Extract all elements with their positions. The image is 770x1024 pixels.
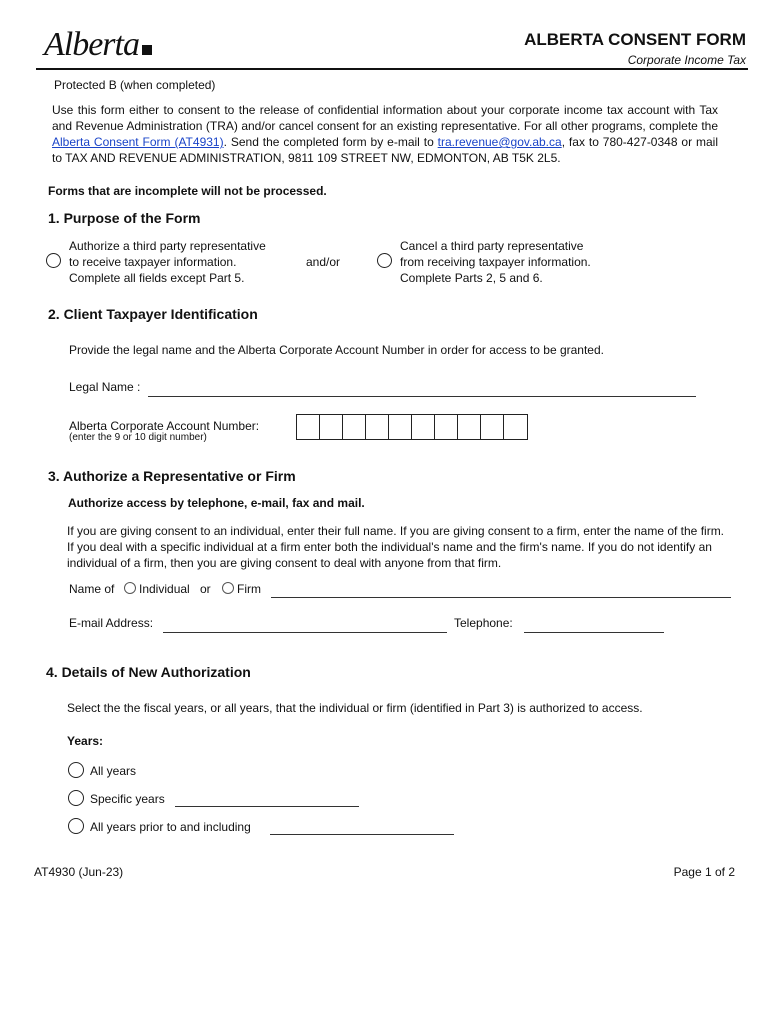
legal-name-label: Legal Name : (69, 380, 141, 394)
form-title: ALBERTA CONSENT FORM (524, 30, 746, 49)
section3-subtitle: Authorize access by telephone, e-mail, fax and mail. (68, 496, 365, 510)
account-number-field[interactable] (296, 414, 528, 440)
digit-cell[interactable] (343, 415, 366, 439)
specific-years-label: Specific years (90, 792, 165, 806)
andor-label: and/or (306, 255, 341, 269)
digit-cell[interactable] (458, 415, 481, 439)
email-link[interactable]: tra.revenue@gov.ab.ca (437, 135, 562, 149)
cancel-radio[interactable] (377, 253, 392, 268)
individual-radio[interactable] (124, 582, 136, 594)
digit-cell[interactable] (435, 415, 458, 439)
page-number: Page 1 of 2 (673, 865, 735, 879)
digit-cell[interactable] (481, 415, 504, 439)
incomplete-warning: Forms that are incomplete will not be processed. (48, 184, 327, 198)
section1-title: 1. Purpose of the Form (48, 210, 201, 226)
section4-title: 4. Details of New Authorization (46, 664, 251, 680)
form-subtitle: Corporate Income Tax (627, 53, 746, 67)
digit-cell[interactable] (389, 415, 412, 439)
digit-cell[interactable] (297, 415, 320, 439)
all-years-radio[interactable] (68, 762, 84, 778)
specific-years-field[interactable] (175, 806, 359, 807)
or-label: or (200, 582, 211, 596)
prior-years-label: All years prior to and including (90, 820, 251, 834)
years-label: Years: (67, 734, 104, 748)
all-years-label: All years (90, 764, 137, 778)
digit-cell[interactable] (320, 415, 343, 439)
alberta-logo: Alberta (44, 26, 152, 64)
firm-label: Firm (237, 582, 261, 596)
digit-cell[interactable] (504, 415, 527, 439)
firm-radio[interactable] (222, 582, 234, 594)
representative-name-field[interactable] (271, 597, 731, 598)
section2-instruction: Provide the legal name and the Alberta Corporate Account Number in order for access to be granted. (69, 343, 604, 357)
authorize-radio[interactable] (46, 253, 61, 268)
prior-years-radio[interactable] (68, 818, 84, 834)
account-number-label: Alberta Corporate Account Number: (69, 419, 260, 433)
digit-cell[interactable] (412, 415, 435, 439)
legal-name-field[interactable] (148, 396, 696, 397)
name-of-label: Name of (69, 582, 115, 596)
logo-mark-icon (142, 45, 152, 55)
prior-years-field[interactable] (270, 834, 454, 835)
section4-instruction: Select the the fiscal years, or all years, that the individual or firm (identified in Part 3) is authorized to access. (67, 701, 643, 715)
consent-form-link[interactable]: Alberta Consent Form (AT4931) (52, 135, 224, 149)
telephone-field[interactable] (524, 632, 664, 633)
digit-cell[interactable] (366, 415, 389, 439)
protected-label: Protected B (when completed) (54, 78, 216, 92)
intro-paragraph: Use this form either to consent to the release of confidential information about your corporate income tax account with Tax and Revenue Administration (TRA) and/or cancel consent for an existing representative. For all other programs, complete the Alberta Consent Form (AT4931). Send the completed form by e-mail to tra.revenue@gov.ab.ca, fax to 780-427-0348 or mail to TAX AND REVENUE ADMINISTRATION, 9811 109 STREET NW, EDMONTON, AB T5K 2L5. (52, 103, 718, 165)
email-field[interactable] (163, 632, 447, 633)
section3-title: 3. Authorize a Representative or Firm (48, 468, 296, 484)
account-number-hint: (enter the 9 or 10 digit number) (69, 432, 207, 443)
section3-instruction: If you are giving consent to an individual, enter their full name. If you are giving consent to a firm, enter the name of the firm. If you deal with a specific individual at a firm enter both the individual's name and the firm's name. If you do not identify an individual of a firm, then you are giving consent to deal with anyone from that firm. (67, 524, 725, 570)
cancel-option-text: Cancel a third party representative from receiving taxpayer information. Complete Parts 2, 5 and 6. (400, 239, 591, 285)
section2-title: 2. Client Taxpayer Identification (48, 306, 258, 322)
telephone-label: Telephone: (454, 616, 513, 630)
individual-label: Individual (139, 582, 190, 596)
form-id: AT4930 (Jun-23) (34, 865, 124, 879)
email-label: E-mail Address: (69, 616, 154, 630)
authorize-option-text: Authorize a third party representative to receive taxpayer information. Complete all fields except Part 5. (69, 239, 266, 285)
specific-years-radio[interactable] (68, 790, 84, 806)
header-divider (36, 68, 748, 70)
